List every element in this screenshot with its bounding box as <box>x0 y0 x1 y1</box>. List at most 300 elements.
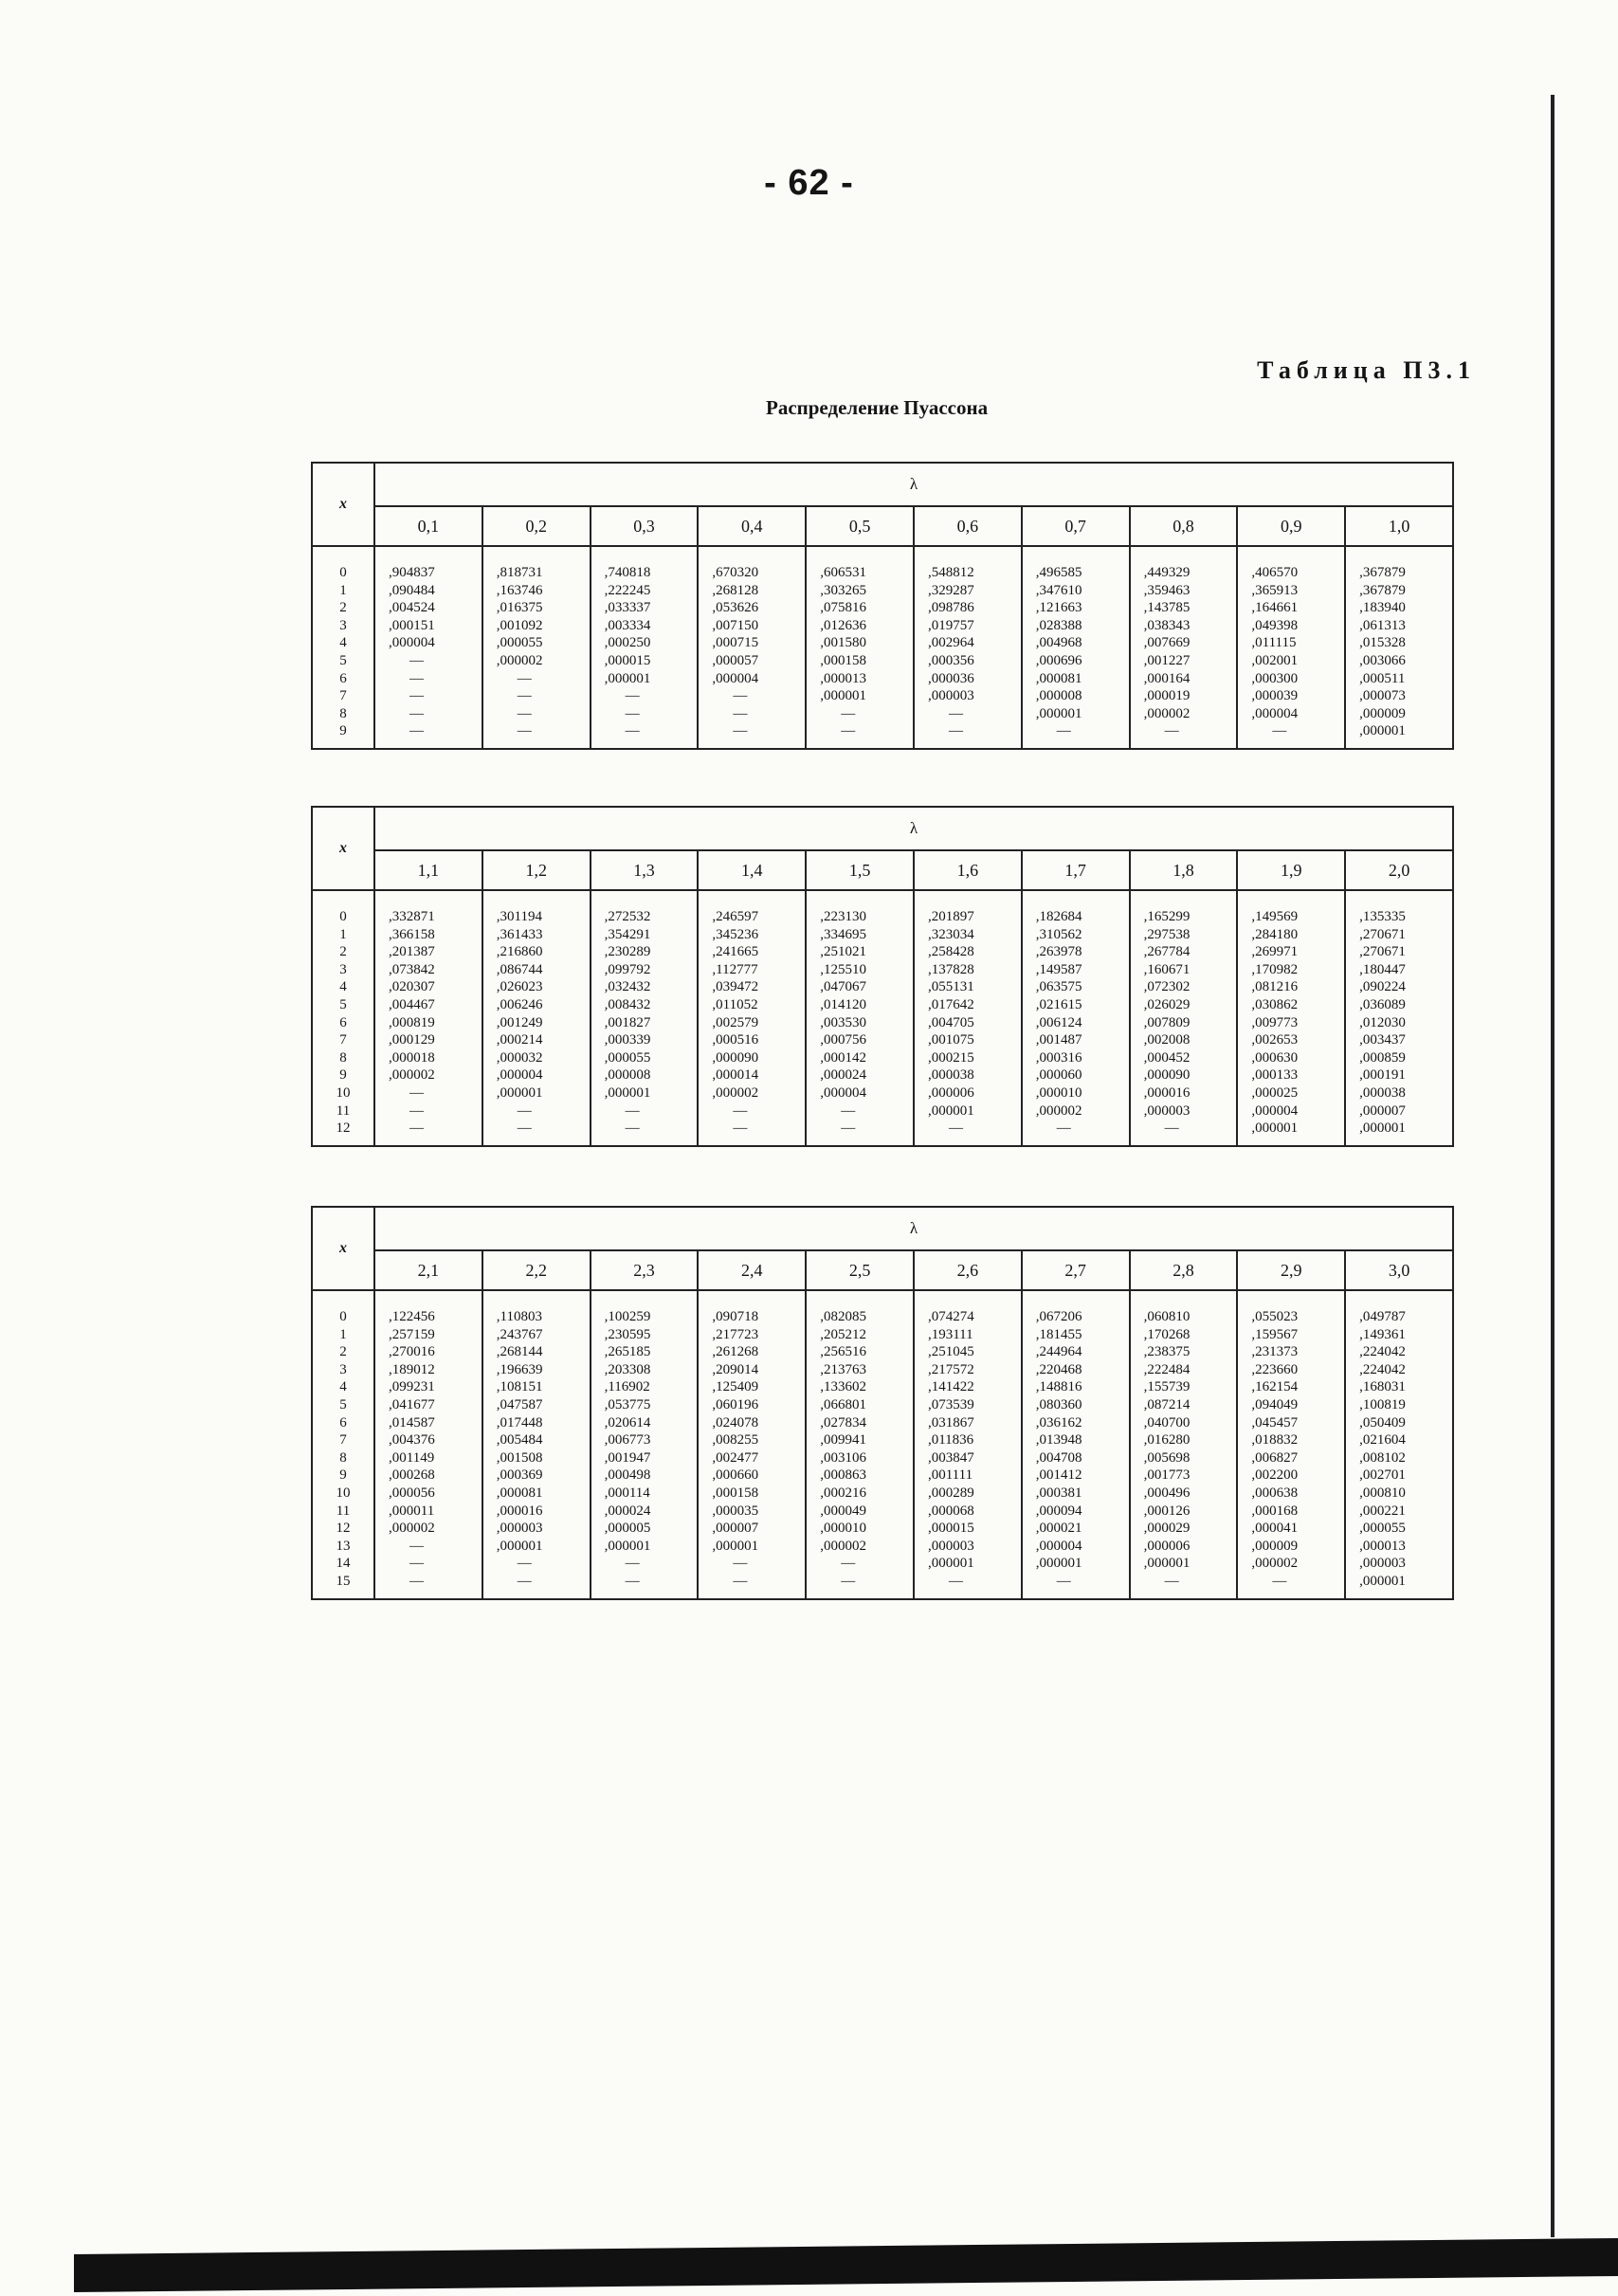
probability-value: — <box>409 652 424 668</box>
probability-value: ,209014 <box>712 1361 759 1377</box>
probability-value: — <box>1056 1121 1071 1137</box>
probability-value: ,000158 <box>820 652 866 668</box>
probability-value: ,000859 <box>1359 1049 1406 1066</box>
probability-value: ,740818 <box>604 565 651 580</box>
probability-value: ,366158 <box>389 926 435 942</box>
lambda-header: λ <box>374 807 1453 850</box>
x-header: x <box>312 1207 374 1290</box>
x-column <box>312 1290 374 1599</box>
probability-value: ,193111 <box>927 1326 973 1342</box>
probability-value: ,098786 <box>927 600 974 616</box>
probability-value: ,033337 <box>604 600 651 616</box>
probability-value: ,133602 <box>820 1379 866 1395</box>
probability-value: — <box>733 723 748 739</box>
probability-column <box>1237 546 1345 749</box>
lambda-value: 2,2 <box>482 1250 591 1290</box>
x-value: 2 <box>339 944 347 960</box>
probability-value: ,000002 <box>1251 1556 1299 1572</box>
probability-value: ,182684 <box>1035 909 1082 924</box>
lambda-value: 1,8 <box>1130 850 1238 890</box>
probability-value: ,000133 <box>1251 1067 1299 1084</box>
probability-value: ,230289 <box>604 944 651 960</box>
probability-value: ,000041 <box>1251 1521 1299 1537</box>
scan-edge-rule <box>1551 95 1554 2237</box>
probability-column <box>374 546 482 749</box>
probability-value: ,332871 <box>389 909 435 924</box>
probability-value: ,110803 <box>496 1309 542 1324</box>
probability-value: ,004968 <box>1035 635 1082 651</box>
probability-value: ,000001 <box>1251 1121 1299 1137</box>
x-value: 4 <box>339 1379 347 1395</box>
x-value: 6 <box>339 1014 347 1030</box>
probability-value: ,073842 <box>389 961 435 977</box>
probability-value: ,183940 <box>1359 600 1406 616</box>
probability-value: ,231373 <box>1251 1344 1299 1360</box>
probability-value: ,008432 <box>604 996 651 1012</box>
probability-value: ,258428 <box>927 944 974 960</box>
probability-value: ,019757 <box>927 617 974 633</box>
probability-value: ,000158 <box>712 1485 759 1501</box>
lambda-value: 0,8 <box>1130 506 1238 546</box>
probability-value: ,014587 <box>389 1414 435 1430</box>
probability-value: ,261268 <box>712 1344 759 1360</box>
probability-value: ,268144 <box>496 1344 543 1360</box>
probability-value: ,021615 <box>1035 996 1082 1012</box>
probability-column <box>1022 546 1130 749</box>
probability-value: ,004376 <box>389 1432 435 1449</box>
probability-value: ,367879 <box>1359 565 1406 580</box>
scan-bottom-bar <box>74 2238 1618 2292</box>
probability-value: — <box>409 688 424 704</box>
probability-value: ,000007 <box>1359 1102 1406 1119</box>
probability-value: ,122456 <box>389 1309 435 1324</box>
poisson-table-3 <box>311 1206 1454 1600</box>
probability-value: ,000011 <box>389 1503 435 1519</box>
probability-column <box>806 1290 914 1599</box>
x-value: 14 <box>336 1556 351 1572</box>
probability-value: ,000001 <box>927 1556 974 1572</box>
probability-column <box>698 890 806 1146</box>
lambda-header: λ <box>374 463 1453 506</box>
probability-value: ,000001 <box>604 670 651 686</box>
probability-value: ,004524 <box>389 600 435 616</box>
probability-value: ,030862 <box>1251 996 1299 1012</box>
x-value: 11 <box>336 1102 351 1119</box>
probability-value: ,000300 <box>1251 670 1299 686</box>
probability-value: ,017448 <box>496 1414 543 1430</box>
probability-value: ,060810 <box>1143 1309 1191 1324</box>
lambda-value: 1,4 <box>698 850 806 890</box>
probability-value: ,170268 <box>1143 1326 1191 1342</box>
probability-value: ,108151 <box>496 1379 543 1395</box>
probability-value: ,001075 <box>927 1032 974 1048</box>
probability-value: ,001580 <box>820 635 866 651</box>
probability-value: ,000090 <box>712 1049 759 1066</box>
probability-value: — <box>625 1556 640 1572</box>
probability-value: ,020307 <box>389 979 435 995</box>
probability-value: ,000006 <box>1143 1538 1191 1554</box>
probability-value: — <box>733 705 748 721</box>
probability-value: ,001227 <box>1143 652 1191 668</box>
probability-value: — <box>625 1121 640 1137</box>
probability-value: ,241665 <box>712 944 759 960</box>
probability-value: ,000356 <box>927 652 974 668</box>
x-column <box>312 890 374 1146</box>
x-value: 0 <box>339 1309 347 1324</box>
probability-value: ,006246 <box>496 996 543 1012</box>
probability-value: ,180447 <box>1359 961 1406 977</box>
probability-value: — <box>625 1573 640 1589</box>
probability-value: ,000024 <box>604 1503 651 1519</box>
probability-value: ,055023 <box>1251 1309 1299 1324</box>
probability-value: ,082085 <box>820 1309 866 1324</box>
probability-value: ,000016 <box>1143 1084 1191 1101</box>
probability-value: — <box>733 1573 748 1589</box>
x-value: 3 <box>339 961 347 977</box>
probability-value: ,606531 <box>820 565 866 580</box>
probability-value: ,000004 <box>820 1084 866 1101</box>
probability-value: — <box>517 1556 532 1572</box>
x-value: 7 <box>339 1432 347 1449</box>
probability-value: ,001947 <box>604 1449 651 1466</box>
probability-value: — <box>625 723 640 739</box>
probability-value: ,001111 <box>927 1467 973 1484</box>
lambda-value: 0,2 <box>482 506 591 546</box>
x-value: 3 <box>339 1361 347 1377</box>
probability-value: ,002964 <box>927 635 974 651</box>
probability-value: ,000014 <box>712 1067 759 1084</box>
lambda-value: 0,9 <box>1237 506 1345 546</box>
x-value: 10 <box>336 1084 351 1101</box>
probability-value: — <box>1056 1573 1071 1589</box>
probability-value: ,000221 <box>1359 1503 1406 1519</box>
probability-value: ,012636 <box>820 617 866 633</box>
probability-value: ,017642 <box>927 996 974 1012</box>
probability-value: ,000004 <box>1035 1538 1082 1554</box>
probability-value: ,000002 <box>712 1084 759 1101</box>
probability-column <box>374 890 482 1146</box>
lambda-value: 1,5 <box>806 850 914 890</box>
probability-column <box>591 546 699 749</box>
probability-value: ,090718 <box>712 1309 759 1324</box>
probability-value: ,000007 <box>712 1521 759 1537</box>
probability-value: ,257159 <box>389 1326 435 1342</box>
probability-value: ,303265 <box>820 582 866 598</box>
probability-value: ,000001 <box>604 1084 651 1101</box>
x-value: 5 <box>339 652 347 668</box>
probability-value: ,080360 <box>1035 1396 1082 1412</box>
probability-value: ,027834 <box>820 1414 866 1430</box>
probability-value: ,000339 <box>604 1032 651 1048</box>
probability-value: ,000019 <box>1143 688 1191 704</box>
probability-value: ,000057 <box>712 652 759 668</box>
probability-value: ,201387 <box>389 944 435 960</box>
probability-value: — <box>409 705 424 721</box>
x-value: 9 <box>339 1067 347 1084</box>
probability-column <box>1237 890 1345 1146</box>
probability-value: ,000055 <box>496 635 543 651</box>
probability-value: ,265185 <box>604 1344 651 1360</box>
lambda-value: 2,5 <box>806 1250 914 1290</box>
probability-value: — <box>948 1121 963 1137</box>
probability-value: ,000010 <box>1035 1084 1082 1101</box>
x-value: 2 <box>339 1344 347 1360</box>
probability-value: ,164661 <box>1251 600 1299 616</box>
lambda-value: 0,3 <box>591 506 699 546</box>
probability-value: — <box>625 1102 640 1119</box>
probability-value: — <box>409 1102 424 1119</box>
probability-value: ,354291 <box>604 926 651 942</box>
probability-value: ,196639 <box>496 1361 543 1377</box>
probability-value: — <box>517 723 532 739</box>
probability-value: ,000630 <box>1251 1049 1299 1066</box>
probability-value: ,000009 <box>1251 1538 1299 1554</box>
probability-value: ,251021 <box>820 944 866 960</box>
probability-value: ,230595 <box>604 1326 651 1342</box>
probability-value: ,016280 <box>1143 1432 1191 1449</box>
probability-value: ,086744 <box>496 961 543 977</box>
probability-column <box>806 890 914 1146</box>
probability-value: — <box>409 1084 424 1101</box>
probability-value: ,149587 <box>1035 961 1082 977</box>
probability-value: ,005484 <box>496 1432 543 1449</box>
probability-value: ,000129 <box>389 1032 435 1048</box>
probability-value: ,000094 <box>1035 1503 1082 1519</box>
probability-value: ,143785 <box>1143 600 1191 616</box>
poisson-table-1 <box>311 462 1454 750</box>
x-value: 9 <box>339 723 347 739</box>
page-number: - 62 - <box>764 163 854 203</box>
probability-value: — <box>409 723 424 739</box>
probability-value: ,050409 <box>1359 1414 1406 1430</box>
x-value: 6 <box>339 1414 347 1430</box>
probability-value: — <box>409 670 424 686</box>
probability-value: ,000009 <box>1359 705 1406 721</box>
probability-value: ,072302 <box>1143 979 1191 995</box>
probability-column <box>1237 1290 1345 1599</box>
probability-value: ,000126 <box>1143 1503 1191 1519</box>
probability-value: ,073539 <box>927 1396 974 1412</box>
probability-column <box>806 546 914 749</box>
probability-value: ,047067 <box>820 979 866 995</box>
probability-value: ,090224 <box>1359 979 1406 995</box>
probability-value: ,297538 <box>1143 926 1191 942</box>
probability-value: ,000002 <box>1035 1102 1082 1119</box>
probability-value: — <box>841 1556 856 1572</box>
probability-value: ,018832 <box>1251 1432 1299 1449</box>
probability-value: ,000016 <box>496 1503 543 1519</box>
probability-value: ,000369 <box>496 1467 543 1484</box>
probability-value: — <box>517 1573 532 1589</box>
probability-value: ,000511 <box>1359 670 1406 686</box>
lambda-header: λ <box>374 1207 1453 1250</box>
x-value: 12 <box>336 1121 351 1137</box>
x-value: 8 <box>339 1049 347 1066</box>
lambda-value: 1,0 <box>1345 506 1453 546</box>
probability-value: ,137828 <box>927 961 974 977</box>
probability-value: ,000001 <box>927 1102 974 1119</box>
probability-value: — <box>517 705 532 721</box>
probability-value: ,000316 <box>1035 1049 1082 1066</box>
probability-value: ,272532 <box>604 909 651 924</box>
probability-value: ,000001 <box>496 1538 543 1554</box>
x-value: 8 <box>339 705 347 721</box>
probability-value: ,251045 <box>927 1344 974 1360</box>
probability-value: ,000660 <box>712 1467 759 1484</box>
probability-value: ,001827 <box>604 1014 651 1030</box>
probability-value: ,000002 <box>1143 705 1191 721</box>
probability-value: ,269971 <box>1251 944 1299 960</box>
probability-value: ,000010 <box>820 1521 866 1537</box>
probability-value: ,000024 <box>820 1067 866 1084</box>
probability-value: ,007150 <box>712 617 759 633</box>
probability-value: — <box>733 1556 748 1572</box>
probability-value: ,002001 <box>1251 652 1299 668</box>
probability-value: ,001249 <box>496 1014 543 1030</box>
probability-value: ,000756 <box>820 1032 866 1048</box>
probability-value: ,000191 <box>1359 1067 1406 1084</box>
probability-value: ,238375 <box>1143 1344 1191 1360</box>
probability-value: ,074274 <box>927 1309 974 1324</box>
probability-value: ,244964 <box>1035 1344 1082 1360</box>
probability-value: — <box>733 1121 748 1137</box>
probability-value: ,099792 <box>604 961 651 977</box>
probability-value: ,818731 <box>496 565 543 580</box>
probability-value: ,026029 <box>1143 996 1191 1012</box>
probability-value: ,032432 <box>604 979 651 995</box>
probability-value: ,000250 <box>604 635 651 651</box>
probability-value: ,041677 <box>389 1396 435 1412</box>
probability-value: — <box>948 723 963 739</box>
probability-value: ,163746 <box>496 582 543 598</box>
probability-column <box>1345 1290 1453 1599</box>
lambda-value: 1,1 <box>374 850 482 890</box>
probability-value: — <box>841 723 856 739</box>
probability-value: — <box>517 1102 532 1119</box>
probability-value: ,001092 <box>496 617 543 633</box>
probability-value: ,014120 <box>820 996 866 1012</box>
probability-value: ,090484 <box>389 582 435 598</box>
probability-value: ,007669 <box>1143 635 1191 651</box>
probability-column <box>698 546 806 749</box>
probability-value: ,012030 <box>1359 1014 1406 1030</box>
probability-value: ,000819 <box>389 1014 435 1030</box>
probability-value: ,006124 <box>1035 1014 1082 1030</box>
x-value: 13 <box>336 1538 351 1554</box>
probability-value: ,224042 <box>1359 1344 1406 1360</box>
probability-value: ,000081 <box>496 1485 543 1501</box>
probability-value: ,116902 <box>604 1379 650 1395</box>
probability-value: ,000015 <box>604 652 651 668</box>
probability-value: ,001508 <box>496 1449 543 1466</box>
probability-column <box>698 1290 806 1599</box>
probability-value: — <box>1272 723 1287 739</box>
probability-value: — <box>625 688 640 704</box>
probability-value: ,301194 <box>496 909 542 924</box>
probability-value: ,141422 <box>927 1379 974 1395</box>
probability-value: ,081216 <box>1251 979 1299 995</box>
probability-value: ,000216 <box>820 1485 866 1501</box>
probability-value: ,148816 <box>1035 1379 1082 1395</box>
probability-value: ,000029 <box>1143 1521 1191 1537</box>
probability-value: — <box>1164 1573 1179 1589</box>
probability-value: ,036089 <box>1359 996 1406 1012</box>
probability-value: ,000073 <box>1359 688 1406 704</box>
probability-value: ,243767 <box>496 1326 543 1342</box>
probability-value: — <box>841 705 856 721</box>
probability-value: ,100259 <box>604 1309 651 1324</box>
probability-value: ,217723 <box>712 1326 759 1342</box>
x-value: 10 <box>336 1485 351 1501</box>
probability-value: ,000055 <box>1359 1521 1406 1537</box>
probability-value: ,000038 <box>927 1067 974 1084</box>
probability-value: ,000049 <box>820 1503 866 1519</box>
probability-value: ,087214 <box>1143 1396 1191 1412</box>
probability-value: ,000038 <box>1359 1084 1406 1101</box>
probability-value: ,002701 <box>1359 1467 1406 1484</box>
probability-value: ,000001 <box>604 1538 651 1554</box>
probability-value: ,449329 <box>1143 565 1191 580</box>
probability-value: ,323034 <box>927 926 974 942</box>
x-value: 2 <box>339 600 347 616</box>
probability-value: ,270016 <box>389 1344 435 1360</box>
probability-value: ,028388 <box>1035 617 1082 633</box>
probability-value: ,000003 <box>496 1521 543 1537</box>
probability-value: ,149361 <box>1359 1326 1406 1342</box>
probability-value: ,334695 <box>820 926 866 942</box>
probability-value: ,000025 <box>1251 1084 1299 1101</box>
probability-value: ,000003 <box>1359 1556 1406 1572</box>
probability-value: ,000008 <box>604 1067 651 1084</box>
probability-value: ,270671 <box>1359 926 1406 942</box>
probability-value: ,020614 <box>604 1414 651 1430</box>
x-value: 1 <box>339 1326 347 1342</box>
probability-value: — <box>948 1573 963 1589</box>
probability-value: ,000008 <box>1035 688 1082 704</box>
probability-value: ,003334 <box>604 617 651 633</box>
probability-value: ,000036 <box>927 670 974 686</box>
probability-value: ,016375 <box>496 600 543 616</box>
probability-value: — <box>517 1121 532 1137</box>
probability-value: ,000001 <box>1359 723 1406 739</box>
probability-column <box>482 546 591 749</box>
x-value: 7 <box>339 688 347 704</box>
probability-value: ,000268 <box>389 1467 435 1484</box>
probability-value: ,000005 <box>604 1521 651 1537</box>
probability-value: ,066801 <box>820 1396 866 1412</box>
probability-value: ,000015 <box>927 1521 974 1537</box>
lambda-value: 1,9 <box>1237 850 1345 890</box>
lambda-value: 2,4 <box>698 1250 806 1290</box>
probability-value: — <box>409 1538 424 1554</box>
probability-value: ,000214 <box>496 1032 543 1048</box>
probability-value: ,045457 <box>1251 1414 1299 1430</box>
lambda-value: 1,7 <box>1022 850 1130 890</box>
probability-value: ,000013 <box>820 670 866 686</box>
probability-value: ,003106 <box>820 1449 866 1466</box>
probability-value: — <box>841 1102 856 1119</box>
probability-value: ,021604 <box>1359 1432 1406 1449</box>
probability-value: ,000001 <box>1359 1121 1406 1137</box>
probability-column <box>1022 1290 1130 1599</box>
lambda-value: 0,7 <box>1022 506 1130 546</box>
probability-value: — <box>1164 1121 1179 1137</box>
x-value: 4 <box>339 635 347 651</box>
probability-value: — <box>1272 1573 1287 1589</box>
probability-value: ,003066 <box>1359 652 1406 668</box>
probability-value: ,310562 <box>1035 926 1082 942</box>
probability-value: ,000516 <box>712 1032 759 1048</box>
